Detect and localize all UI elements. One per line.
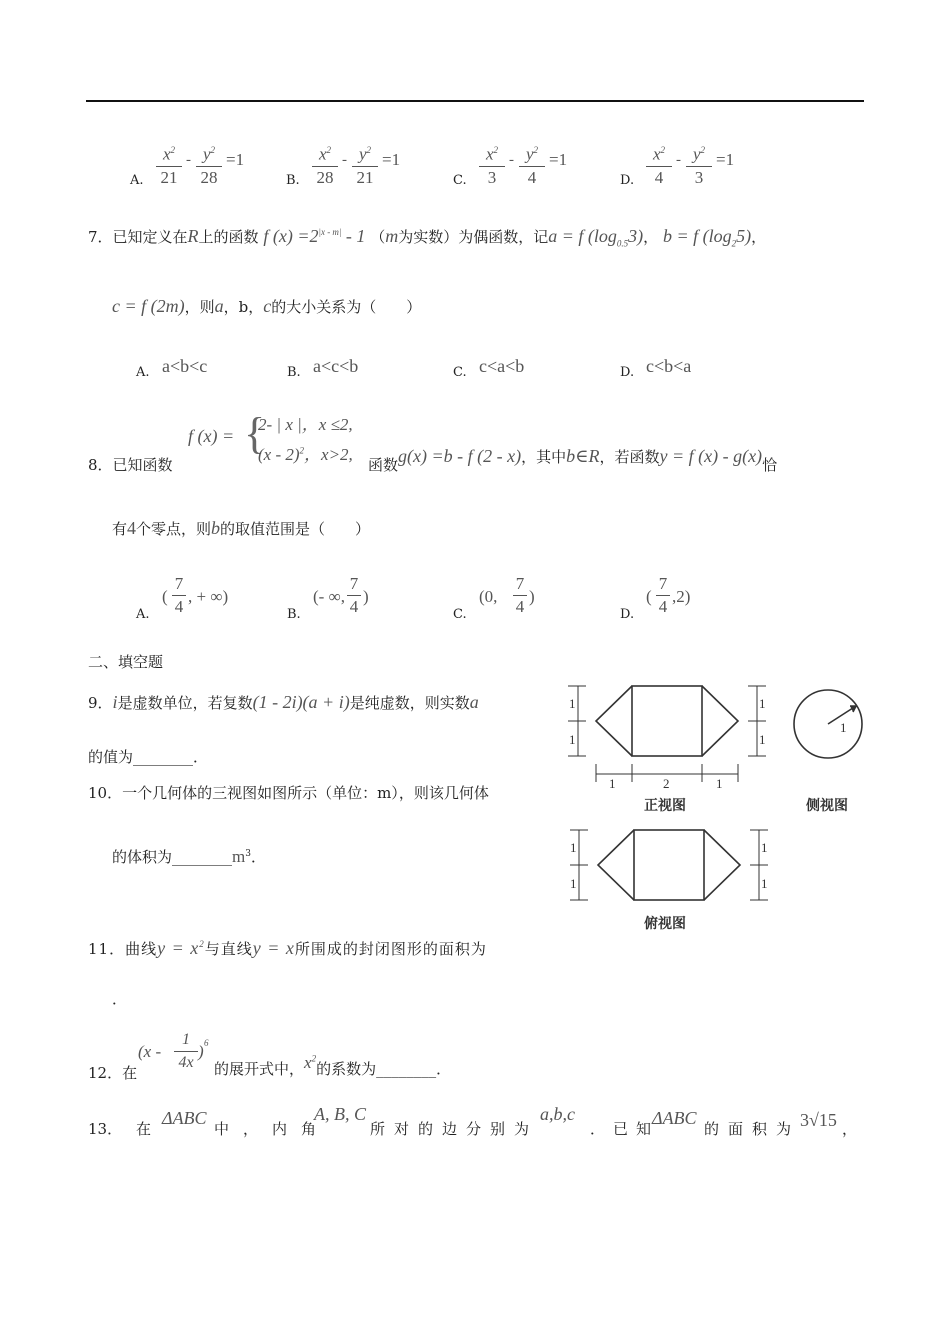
minus: - [676, 152, 681, 168]
top-dimensions [570, 830, 768, 900]
frac-x: $x^2$ 21 [156, 140, 182, 188]
option-letter: B. [287, 365, 301, 380]
dim-label-1: 1 [761, 876, 768, 891]
option-letter: D. [620, 365, 635, 380]
minus: - [342, 152, 347, 168]
front-view [596, 686, 738, 756]
option-letter: A. [136, 607, 150, 622]
top-view [598, 830, 740, 900]
minus: - [509, 152, 514, 168]
front-view-label: 正视图 [644, 798, 686, 814]
dim-label-1: 1 [759, 732, 766, 747]
dim-label-2: 2 [663, 776, 670, 791]
q7-line1: 7．已知定义在R上的函数 f $(x) =2^{|x - m|} - 1$ （m为实数）为偶函数，记a = f $(\log_{0.5}3)$， b = f $(\log_25)$， [88, 226, 767, 249]
q12-binomial: (x - 1 4x ) 6 [138, 1031, 209, 1071]
equals-one: =1 [716, 150, 735, 169]
radius-label: 1 [840, 720, 847, 735]
option-frac: 7 4 [347, 574, 361, 617]
section-title: 二、填空题 [88, 653, 164, 671]
dim-label-1: 1 [570, 876, 577, 891]
frac-y: $y^2$ 3 [686, 140, 712, 188]
equals-one: =1 [226, 150, 245, 169]
option-text: a<b<c [162, 356, 208, 376]
option-text: a<c<b [313, 356, 359, 376]
option-post: ) [363, 587, 369, 606]
equals-one: =1 [549, 150, 568, 169]
q9-line1: 9．i是虚数单位，若复数(1 - 2i)(a + i)是纯虚数，则实数a [88, 692, 479, 712]
frac-y: $y^2$ 28 [196, 140, 222, 188]
option-frac: 7 4 [513, 574, 527, 617]
q10-line2: 的体积为$\_\_\_\_\_\_\_\_m^3$． [112, 847, 266, 866]
option-post: ) [529, 587, 535, 606]
q9-line2: 的值为________． [88, 748, 209, 766]
dim-label-1: 1 [609, 776, 616, 791]
option-pre: (- ∞, [313, 587, 345, 606]
dim-label-1: 1 [570, 840, 577, 855]
q7-line2: c = f (2m)，则a，b，c的大小关系为（ ） [112, 296, 422, 316]
dim-label-1: 1 [761, 840, 768, 855]
option-pre: (0, [479, 587, 498, 606]
option-post: ,2) [672, 587, 691, 606]
front-dimensions [568, 686, 766, 782]
option-frac: 7 4 [656, 574, 670, 617]
q11-line1: 11．曲线$y = x^2$与直线y = x所围成的封闭图形的面积为 [88, 938, 487, 958]
dim-label-1: 1 [759, 696, 766, 711]
equals-one: =1 [382, 150, 401, 169]
frac-y: $y^2$ 21 [352, 140, 378, 188]
top-view-label: 俯视图 [644, 916, 686, 932]
option-letter: C. [453, 607, 467, 622]
option-letter: A. [136, 365, 150, 380]
dim-label-1: 1 [716, 776, 723, 791]
option-letter: C. [453, 365, 467, 380]
q8-num: 8．已知函数 [88, 456, 173, 474]
option-letter: C. [453, 173, 467, 188]
q12-rest: 的展开式中，$x^2$的系数为________． [214, 1053, 452, 1078]
option-post: , + ∞) [188, 587, 229, 606]
q8-line2: 有4个零点，则b的取值范围是（ ） [112, 518, 371, 538]
q10-line1: 10．一个几何体的三视图如图所示（单位：m），则该几何体 [88, 784, 489, 802]
frac-x: $x^2$ 28 [312, 140, 338, 188]
option-pre: ( [646, 587, 652, 606]
q8-line1: 函数g(x) =b - f (2 - x)，其中b∈R，若函数y = f (x) - g(x)恰 [368, 446, 778, 474]
q12-line: 12．在 [88, 1064, 138, 1082]
frac-y: $y^2$ 4 [519, 140, 545, 188]
frac-x: $x^2$ 3 [479, 140, 505, 188]
option-letter: B. [287, 607, 301, 622]
option-text: c<b<a [646, 356, 692, 376]
option-letter: D. [620, 173, 635, 188]
q8-function-def: f (x) = { 2- | x |，x ≤2, (x - 2)$^2$，x>2, [188, 409, 353, 464]
minus: - [186, 152, 191, 168]
option-text: c<a<b [479, 356, 525, 376]
q11-line2: ． [112, 990, 128, 1008]
frac-x: $x^2$ 4 [646, 140, 672, 188]
option-pre: ( [162, 587, 168, 606]
side-view-label: 侧视图 [806, 798, 848, 814]
header-rule [86, 100, 864, 102]
front-dim-labels [569, 696, 766, 791]
option-letter: A. [130, 173, 144, 188]
option-frac: 7 4 [172, 574, 186, 617]
side-view [794, 690, 862, 758]
option-letter: D. [620, 607, 635, 622]
dim-label-1: 1 [569, 732, 576, 747]
dim-label-1: 1 [569, 696, 576, 711]
option-letter: B. [286, 173, 300, 188]
